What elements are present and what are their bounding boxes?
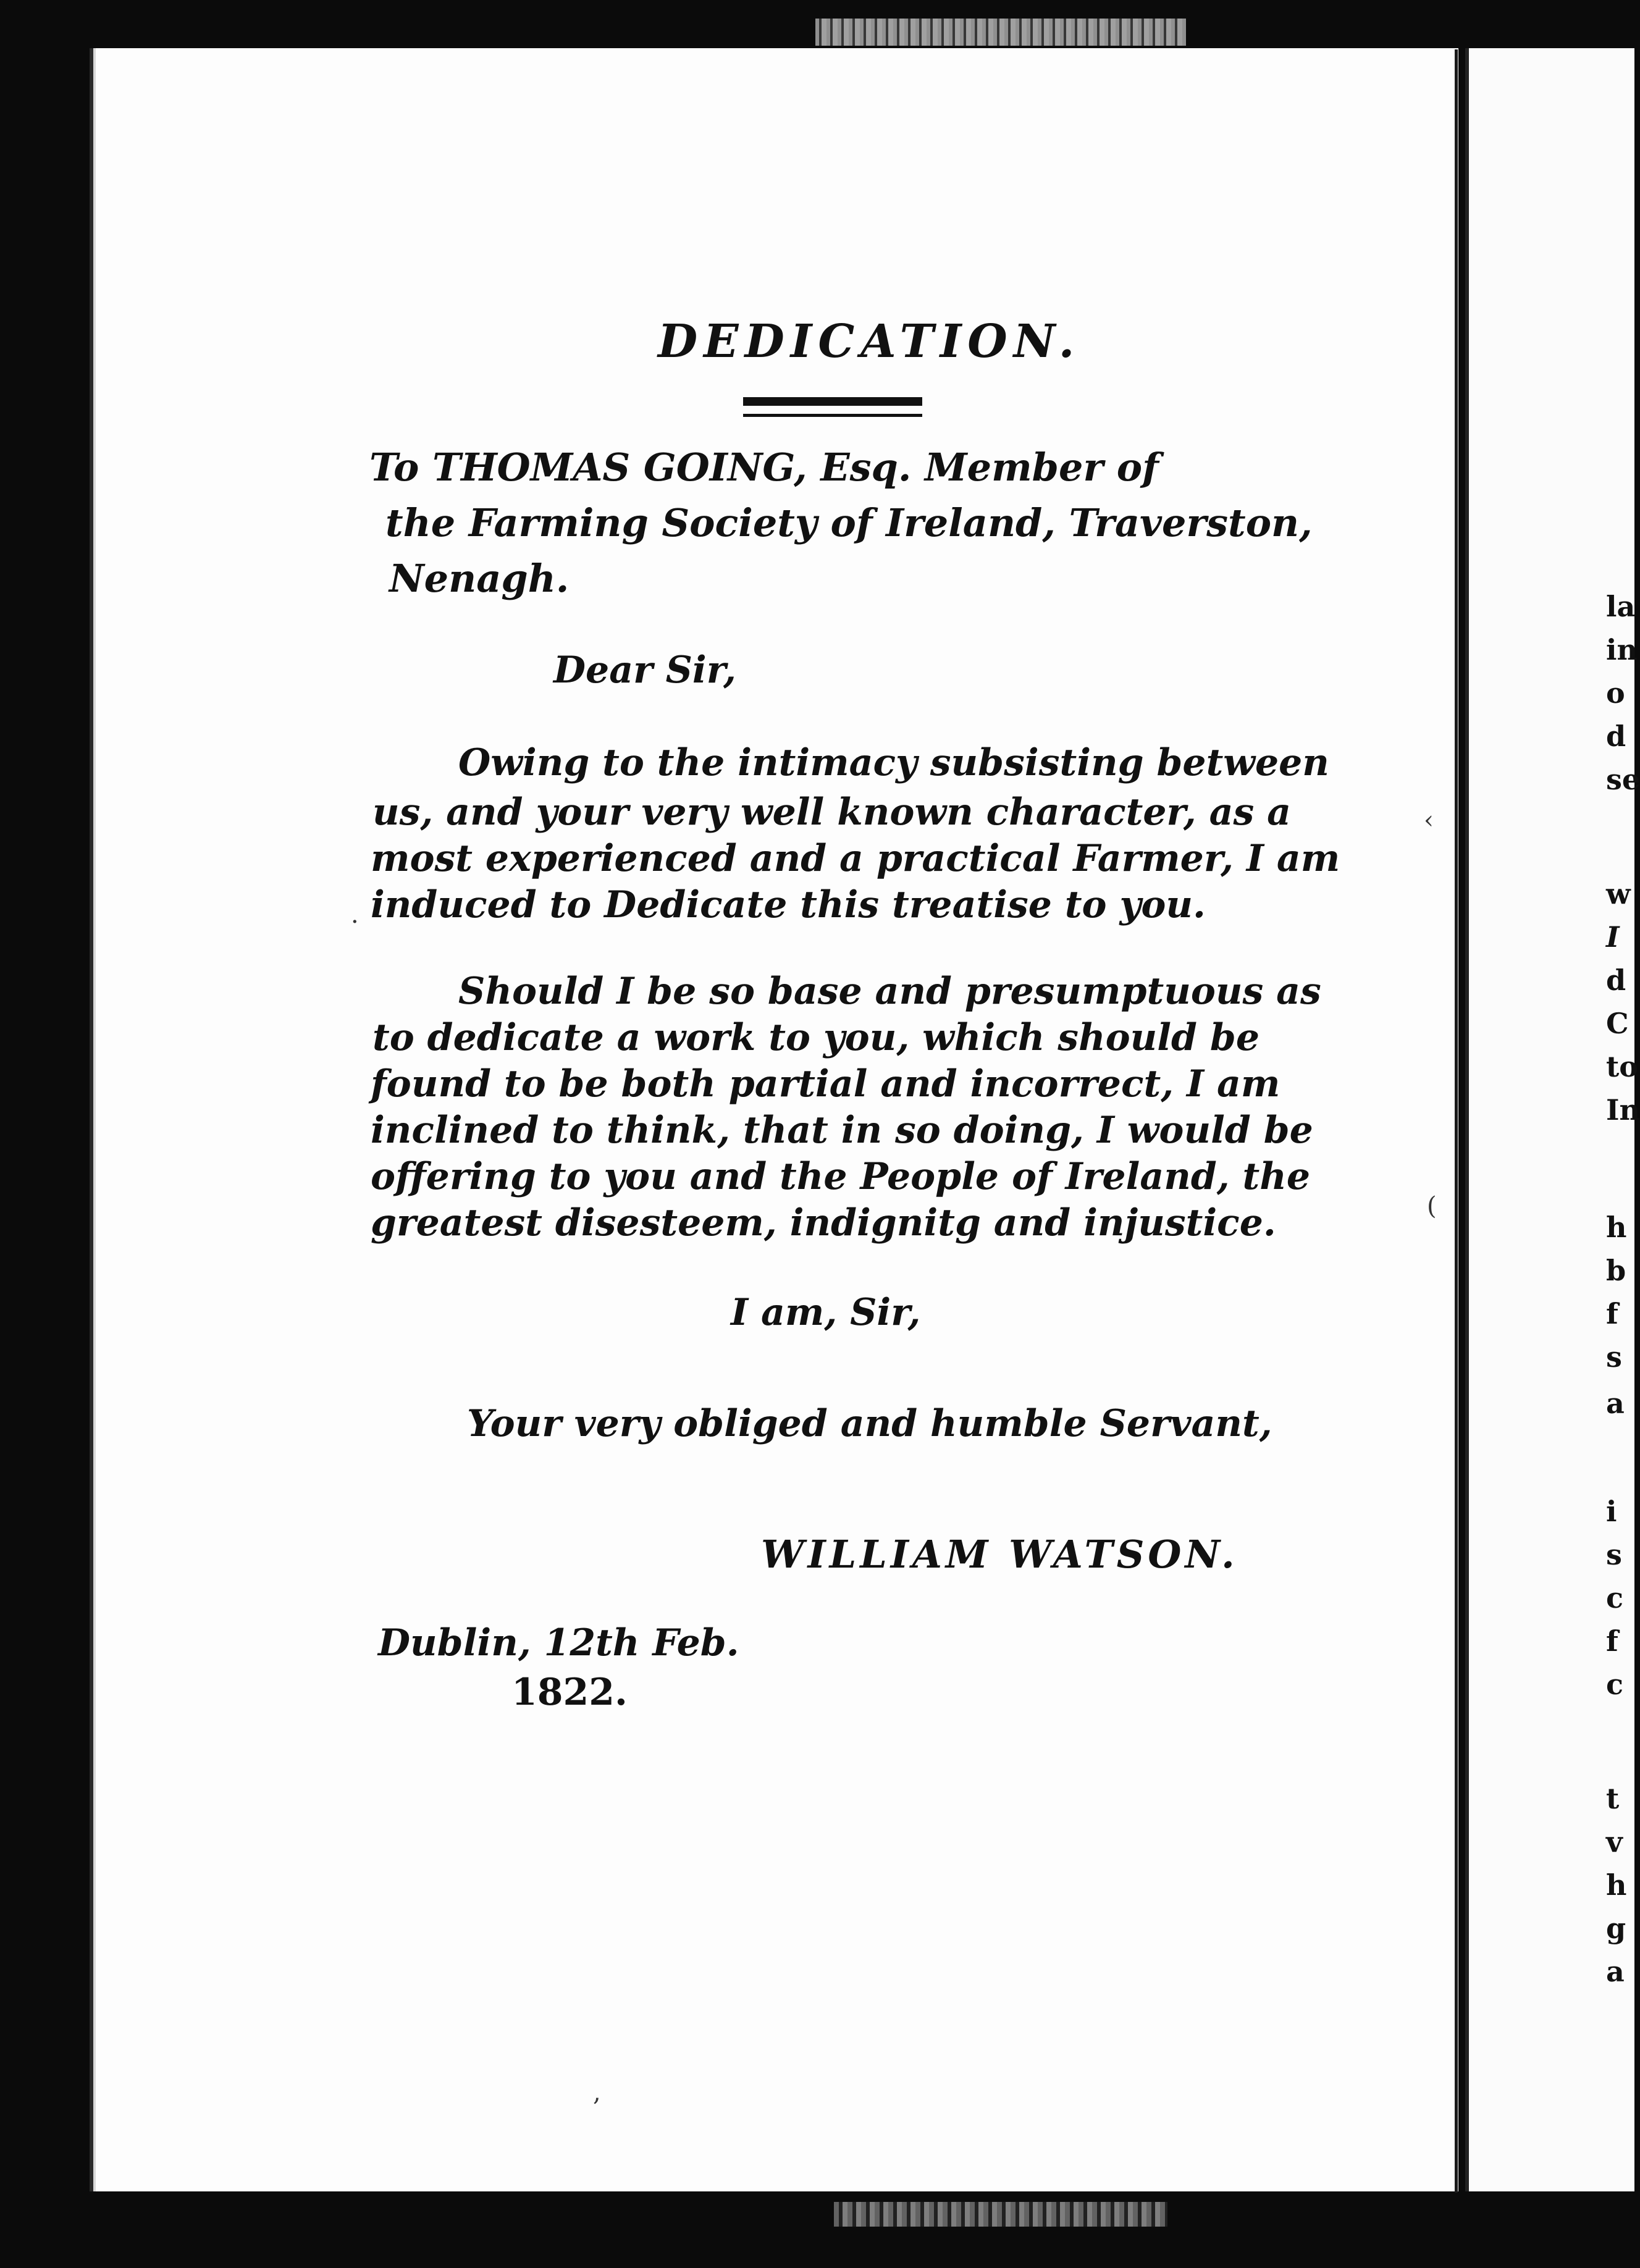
facing-page-fragment: g <box>1606 1912 1626 1945</box>
address-line-3: Nenagh. <box>389 556 570 601</box>
facing-page-fragment: h <box>1606 1211 1627 1244</box>
facing-page-fragment: h <box>1606 1868 1627 1902</box>
heading-rule-thin <box>743 414 922 417</box>
facing-page-fragment: a <box>1606 1387 1625 1420</box>
facing-page-fragment: w <box>1606 877 1631 910</box>
scan-mark: · <box>351 908 359 936</box>
scan-edge-top <box>815 19 1186 46</box>
signature: WILLIAM WATSON. <box>761 1532 1238 1577</box>
facing-page-fragment: In <box>1606 1093 1640 1127</box>
book-gutter <box>1455 49 1458 2193</box>
paragraph2-line-6: greatest disesteem, indignitg and injustice. <box>371 1201 1276 1245</box>
facing-page-fragment: c <box>1606 1668 1624 1701</box>
paragraph2-line-5: offering to you and the People of Ireland, the <box>371 1155 1311 1198</box>
facing-page-fragment: s <box>1606 1538 1622 1571</box>
paragraph2-line-4: inclined to think, that in so doing, I would be <box>371 1109 1313 1152</box>
facing-page-fragment: in <box>1606 633 1638 666</box>
facing-page-fragment: i <box>1606 1495 1617 1528</box>
year: 1822. <box>511 1671 628 1714</box>
facing-page-fragment: s <box>1606 1340 1622 1374</box>
facing-page-fragment: t <box>1606 1782 1620 1815</box>
facing-page-fragment: d <box>1606 720 1626 753</box>
scan-mark: , <box>593 2078 601 2107</box>
heading-rule-thick <box>743 397 922 406</box>
closing-line-2: Your very obliged and humble Servant, <box>467 1402 1272 1445</box>
scan-mark: ( <box>1427 1192 1437 1220</box>
paragraph1-line-2: us, and your very well known character, as a <box>372 791 1291 834</box>
place-date: Dublin, 12th Feb. <box>378 1621 739 1665</box>
paragraph1-line-4: induced to Dedicate this treatise to you. <box>371 883 1206 926</box>
facing-page-fragment: to <box>1606 1050 1638 1083</box>
address-line-2: the Farming Society of Ireland, Traverston, <box>385 500 1313 545</box>
salutation: Dear Sir, <box>553 649 736 692</box>
paragraph2-line-1: Should I be so base and presumptuous as <box>458 970 1321 1013</box>
facing-page-fragment: a <box>1606 1955 1625 1988</box>
facing-page-fragment: b <box>1606 1254 1626 1287</box>
facing-page-fragment: f <box>1606 1297 1618 1330</box>
facing-page-fragment: o <box>1606 676 1625 710</box>
address-line-1: To THOMAS GOING, Esq. Member of <box>369 445 1159 490</box>
facing-page-fragment: se <box>1606 763 1640 796</box>
scan-edge-bottom <box>834 2202 1167 2227</box>
facing-page-fragment: C <box>1606 1007 1629 1040</box>
facing-page-fragment: v <box>1606 1825 1623 1858</box>
paragraph1-line-1: Owing to the intimacy subsisting between <box>458 741 1329 784</box>
paragraph2-line-3: found to be both partial and incorrect, I am <box>371 1062 1280 1106</box>
facing-page-fragment: la <box>1606 590 1636 623</box>
paragraph1-line-3: most experienced and a practical Farmer, I am <box>371 837 1340 880</box>
paragraph2-line-2: to dedicate a work to you, which should be <box>372 1016 1260 1059</box>
facing-page-fragment: I <box>1606 920 1620 954</box>
facing-page-fragment: f <box>1606 1624 1618 1658</box>
facing-page-fragment: d <box>1606 964 1626 997</box>
facing-page-fragment: c <box>1606 1581 1624 1615</box>
page-heading: DEDICATION. <box>658 315 1081 368</box>
scan-mark: ‹ <box>1424 806 1434 834</box>
closing-line-1: I am, Sir, <box>731 1291 921 1334</box>
